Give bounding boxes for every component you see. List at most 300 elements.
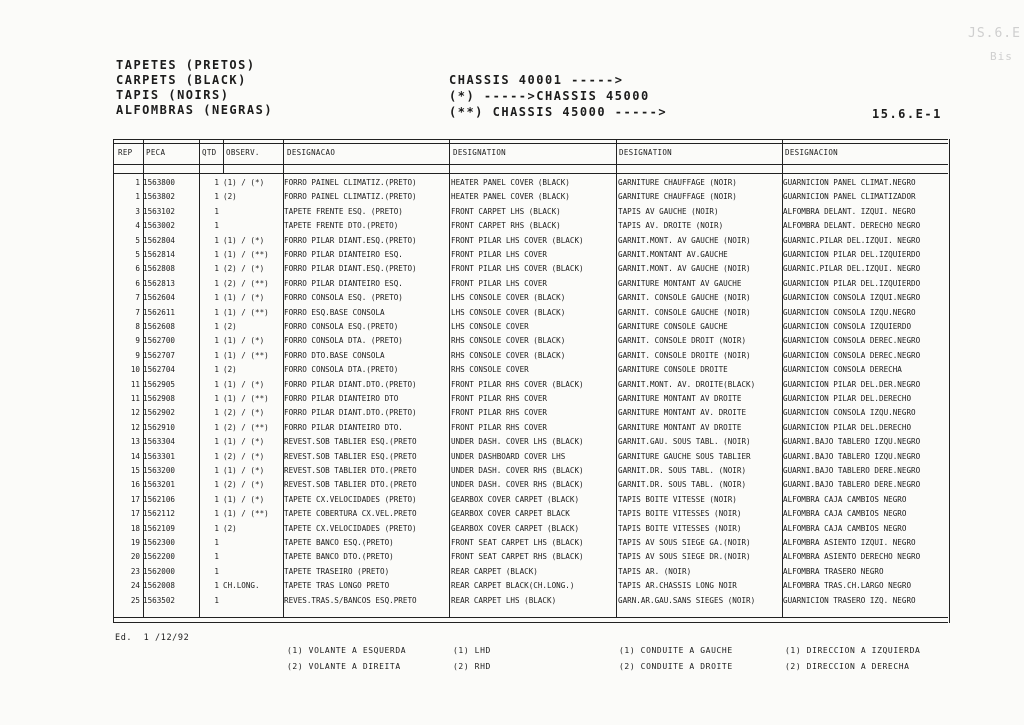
table-row	[113, 262, 948, 276]
row-designation-en: UNDER DASH. COVER LHS (BLACK)	[451, 437, 584, 447]
row-quantity: 1	[214, 250, 219, 259]
footnote-pt-2: (2) VOLANTE A DIREITA	[287, 662, 401, 671]
row-rep: 14	[130, 451, 140, 461]
row-designacion: ALFOMBRA ASIENTO DERECHO NEGRO	[783, 552, 921, 562]
row-designation-en: HEATER PANEL COVER (BLACK)	[451, 178, 570, 187]
footnote-fr-2: (2) CONDUITE A DROITE	[619, 662, 733, 671]
row-quantity: 1	[214, 595, 219, 605]
body-column-separator	[283, 173, 284, 617]
title-spanish: ALFOMBRAS (NEGRAS)	[116, 103, 274, 117]
row-part-number: 1562808	[143, 264, 176, 274]
row-designacao: FORRO PILAR DIANT.DTO.(PRETO)	[284, 408, 417, 418]
title-portuguese: TAPETES (PRETOS)	[116, 58, 256, 72]
row-rep: 18	[130, 523, 140, 533]
row-designacion: GUARNICION CONSOLA IZQU.NEGRO	[783, 408, 916, 418]
row-designacion: ALFOMBRA CAJA CAMBIOS NEGRO	[783, 523, 907, 533]
row-observation: (1) / (**)	[223, 509, 269, 519]
body-column-separator	[782, 173, 783, 617]
row-designacion: GUARNICION CONSOLA IZQUI.NEGRO	[783, 293, 921, 303]
row-quantity: 1	[214, 322, 219, 331]
row-part-number: 1562704	[143, 365, 176, 375]
row-quantity: 1	[214, 523, 219, 533]
row-designacao: FORRO PILAR DIANTEIRO DTO.	[284, 422, 403, 432]
row-part-number: 1563102	[143, 206, 176, 216]
row-quantity: 1	[214, 509, 219, 519]
row-quantity: 1	[214, 206, 219, 216]
footnote-pt-1: (1) VOLANTE A ESQUERDA	[287, 646, 407, 655]
row-quantity: 1	[214, 480, 219, 490]
row-quantity: 1	[214, 278, 219, 288]
row-designation-fr: TAPIS BOITE VITESSES (NOIR)	[618, 523, 742, 533]
row-designacao: FORRO PILAR DIANTEIRO ESQ.	[284, 278, 403, 288]
row-designation-fr: TAPIS BOITE VITESSE (NOIR)	[618, 494, 737, 504]
row-quantity: 1	[214, 365, 219, 375]
table-top-rule-2	[113, 143, 948, 144]
table-row	[113, 306, 948, 320]
row-observation: (1) / (*)	[223, 235, 265, 245]
row-quantity: 1	[214, 422, 219, 432]
body-column-separator	[616, 173, 617, 617]
row-designacion: ALFOMBRA CAJA CAMBIOS NEGRO	[783, 509, 907, 519]
row-designation-en: RHS CONSOLE COVER	[451, 365, 529, 375]
row-designation-fr: GARNIT. CONSOLE GAUCHE (NOIR)	[618, 293, 751, 303]
row-quantity: 1	[214, 192, 219, 202]
row-observation: (2)	[223, 365, 237, 375]
title-french: TAPIS (NOIRS)	[116, 88, 230, 102]
row-designacion: GUARNICION PILAR DEL.DERECHO	[783, 394, 912, 403]
table-row	[113, 450, 948, 464]
row-designation-fr: GARNITURE MONTANT AV GAUCHE	[618, 278, 742, 288]
row-rep: 23	[130, 566, 140, 576]
row-designation-fr: TAPIS AV. DROITE (NOIR)	[618, 221, 724, 231]
row-observation: (2) / (*)	[223, 408, 265, 418]
row-designation-fr: GARNITURE CONSOLE GAUCHE	[618, 322, 728, 331]
header-designacao: DESIGNACAO	[287, 148, 336, 157]
table-row	[113, 190, 948, 204]
row-observation: (2) / (*)	[223, 480, 265, 490]
row-quantity: 1	[214, 451, 219, 461]
table-row	[113, 363, 948, 377]
row-designation-fr: GARNITURE GAUCHE SOUS TABLIER	[618, 451, 751, 461]
row-rep: 13	[130, 437, 140, 447]
row-part-number: 1562804	[143, 235, 176, 245]
row-rep: 24	[130, 581, 140, 591]
row-designation-en: REAR CARPET (BLACK)	[451, 566, 538, 576]
footnote-en-2: (2) RHD	[453, 662, 491, 671]
row-designacao: TAPETE CX.VELOCIDADES (PRETO)	[284, 494, 417, 504]
row-designacion: GUARNI.BAJO TABLERO IZQU.NEGRO	[783, 437, 921, 447]
table-row	[113, 478, 948, 492]
row-rep: 10	[130, 365, 140, 375]
row-quantity: 1	[214, 350, 219, 360]
row-designation-en: FRONT SEAT CARPET RHS (BLACK)	[451, 552, 584, 562]
table-row	[113, 277, 948, 291]
table-top-rule	[113, 139, 948, 140]
row-designacao: TAPETE FRENTE ESQ. (PRETO)	[284, 206, 403, 216]
row-rep: 25	[130, 595, 140, 605]
row-rep: 12	[130, 422, 140, 432]
header-designacion: DESIGNACION	[785, 148, 838, 157]
row-designacion: GUARNICION PANEL CLIMAT.NEGRO	[783, 178, 916, 187]
row-designacion: GUARNICION PANEL CLIMATIZADOR	[783, 192, 916, 202]
row-designation-en: UNDER DASH. COVER RHS (BLACK)	[451, 480, 584, 490]
row-rep: 17	[130, 494, 140, 504]
row-rep: 11	[130, 379, 140, 389]
row-designation-fr: GARNIT. CONSOLE DROITE (NOIR)	[618, 350, 751, 360]
header-designation-en: DESIGNATION	[453, 148, 506, 157]
col-sep-fr	[616, 139, 617, 173]
row-designation-en: LHS CONSOLE COVER (BLACK)	[451, 307, 566, 317]
col-sep-peca	[143, 139, 144, 173]
row-designacao: REVES.TRAS.S/BANCOS ESQ.PRETO	[284, 595, 417, 605]
row-part-number: 1563502	[143, 595, 176, 605]
row-designation-fr: GARNIT.MONT. AV GAUCHE (NOIR)	[618, 235, 751, 245]
row-designation-en: GEARBOX COVER CARPET BLACK	[451, 509, 570, 519]
row-designacao: REVEST.SOB TABLIER DTO.(PRETO	[284, 466, 417, 475]
row-designacao: FORRO PILAR DIANT.DTO.(PRETO)	[284, 379, 417, 389]
row-designacao: FORRO PILAR DIANT.ESQ.(PRETO)	[284, 235, 417, 245]
row-designation-fr: GARNIT. CONSOLE DROIT (NOIR)	[618, 336, 747, 346]
row-designation-fr: GARNITURE CONSOLE DROITE	[618, 365, 728, 375]
row-observation: CH.LONG.	[223, 581, 260, 591]
row-part-number: 1562000	[143, 566, 176, 576]
row-designacao: FORRO CONSOLA ESQ. (PRETO)	[284, 293, 403, 303]
row-observation: (2) / (*)	[223, 451, 265, 461]
table-row	[113, 536, 948, 550]
row-quantity: 1	[214, 221, 219, 231]
row-rep: 16	[130, 480, 140, 490]
row-designacao: FORRO DTO.BASE CONSOLA	[284, 350, 385, 360]
row-designation-en: FRONT PILAR LHS COVER	[451, 278, 548, 288]
row-designation-fr: GARNIT.MONT. AV GAUCHE (NOIR)	[618, 264, 751, 274]
row-designation-en: FRONT PILAR RHS COVER	[451, 394, 548, 403]
row-designacao: FORRO ESQ.BASE CONSOLA	[284, 307, 385, 317]
row-part-number: 1562910	[143, 422, 176, 432]
row-observation: (1) / (*)	[223, 494, 265, 504]
row-rep: 15	[130, 466, 140, 475]
row-designacao: FORRO PAINEL CLIMATIZ.(PRETO)	[284, 178, 417, 187]
row-part-number: 1562112	[143, 509, 176, 519]
row-quantity: 1	[214, 494, 219, 504]
table-row	[113, 176, 948, 190]
header-qtd: QTD	[202, 148, 217, 157]
footnote-es-2: (2) DIRECCION A DERECHA	[785, 662, 910, 671]
row-designacion: ALFOMBRA DELANT. IZQUI. NEGRO	[783, 206, 916, 216]
page-reference: 15.6.E-1	[872, 107, 942, 121]
col-sep-pt	[283, 139, 284, 173]
row-designacion: GUARNICION CONSOLA DEREC.NEGRO	[783, 336, 921, 346]
row-designacion: GUARNICION CONSOLA IZQU.NEGRO	[783, 307, 916, 317]
table-row	[113, 579, 948, 593]
row-designation-en: RHS CONSOLE COVER (BLACK)	[451, 350, 566, 360]
row-designation-en: RHS CONSOLE COVER (BLACK)	[451, 336, 566, 346]
row-part-number: 1562200	[143, 552, 176, 562]
row-observation: (1) / (*)	[223, 293, 265, 303]
row-designacao: FORRO PAINEL CLIMATIZ.(PRETO)	[284, 192, 417, 202]
footnote-en-1: (1) LHD	[453, 646, 491, 655]
row-designacion: GUARNIC.PILAR DEL.IZQUI. NEGRO	[783, 235, 921, 245]
row-designacion: GUARNI.BAJO TABLERO DERE.NEGRO	[783, 480, 921, 490]
row-designation-fr: TAPIS AR.CHASSIS LONG NOIR	[618, 581, 737, 591]
row-designacion: ALFOMBRA ASIENTO IZQUI. NEGRO	[783, 538, 916, 547]
row-observation: (1) / (**)	[223, 394, 269, 403]
table-row	[113, 550, 948, 564]
row-designacao: TAPETE CX.VELOCIDADES (PRETO)	[284, 523, 417, 533]
row-rep: 9	[135, 336, 140, 346]
row-quantity: 1	[214, 408, 219, 418]
row-designation-fr: TAPIS AV SOUS SIEGE DR.(NOIR)	[618, 552, 751, 562]
row-designation-fr: GARNIT.MONT. AV. DROITE(BLACK)	[618, 379, 756, 389]
row-designacao: REVEST.SOB TABLIER ESQ.(PRETO	[284, 451, 417, 461]
row-designacao: REVEST.SOB TABLIER ESQ.(PRETO	[284, 437, 417, 447]
header-bottom-rule	[113, 164, 948, 165]
row-designation-en: GEARBOX COVER CARPET (BLACK)	[451, 494, 580, 504]
row-rep: 7	[135, 307, 140, 317]
row-designation-fr: GARNIT.GAU. SOUS TABL. (NOIR)	[618, 437, 751, 447]
row-designation-fr: TAPIS AV GAUCHE (NOIR)	[618, 206, 719, 216]
table-row	[113, 248, 948, 262]
row-rep: 6	[135, 264, 140, 274]
row-part-number: 1562902	[143, 408, 176, 418]
row-rep: 1	[135, 192, 140, 202]
table-row	[113, 406, 948, 420]
chassis-note-2: (*) ----->CHASSIS 45000	[449, 89, 650, 103]
row-observation: (1) / (*)	[223, 437, 265, 447]
table-row	[113, 507, 948, 521]
row-quantity: 1	[214, 235, 219, 245]
row-rep: 3	[135, 206, 140, 216]
table-row	[113, 392, 948, 406]
row-designacion: GUARNICION CONSOLA DERECHA	[783, 365, 902, 375]
row-designacao: TAPETE BANCO DTO.(PRETO)	[284, 552, 394, 562]
row-designation-fr: GARNITURE CHAUFFAGE (NOIR)	[618, 178, 737, 187]
row-designacao: TAPETE COBERTURA CX.VEL.PRETO	[284, 509, 417, 519]
row-quantity: 1	[214, 293, 219, 303]
row-part-number: 1562608	[143, 322, 176, 331]
footnote-es-1: (1) DIRECCION A IZQUIERDA	[785, 646, 921, 655]
row-designacao: FORRO CONSOLA DTA. (PRETO)	[284, 336, 403, 346]
row-designacao: TAPETE FRENTE DTO.(PRETO)	[284, 221, 399, 231]
row-rep: 11	[130, 394, 140, 403]
row-quantity: 1	[214, 336, 219, 346]
row-rep: 19	[130, 538, 140, 547]
row-designacion: GUARNICION CONSOLA DEREC.NEGRO	[783, 350, 921, 360]
row-designation-fr: GARNITURE MONTANT AV DROITE	[618, 422, 742, 432]
header-rep: REP	[118, 148, 133, 157]
row-designacion: GUARNICION PILAR DEL.IZQUIERDO	[783, 250, 921, 259]
row-designation-en: LHS CONSOLE COVER (BLACK)	[451, 293, 566, 303]
row-part-number: 1562008	[143, 581, 176, 591]
col-sep-qtd	[199, 139, 200, 173]
row-designacion: GUARNICION PILAR DEL.DER.NEGRO	[783, 379, 921, 389]
row-part-number: 1562813	[143, 278, 176, 288]
row-observation: (2) / (**)	[223, 278, 269, 288]
row-designation-fr: TAPIS BOITE VITESSES (NOIR)	[618, 509, 742, 519]
row-part-number: 1563802	[143, 192, 176, 202]
table-row	[113, 320, 948, 334]
body-column-separator	[143, 173, 144, 617]
row-part-number: 1562611	[143, 307, 176, 317]
footnote-fr-1: (1) CONDUITE A GAUCHE	[619, 646, 733, 655]
row-rep: 5	[135, 235, 140, 245]
row-designation-en: UNDER DASH. COVER RHS (BLACK)	[451, 466, 584, 475]
row-designation-fr: GARNITURE CHAUFFAGE (NOIR)	[618, 192, 737, 202]
row-part-number: 1562905	[143, 379, 176, 389]
row-rep: 1	[135, 178, 140, 187]
row-designation-en: FRONT PILAR LHS COVER (BLACK)	[451, 235, 584, 245]
row-part-number: 1563002	[143, 221, 176, 231]
row-rep: 12	[130, 408, 140, 418]
row-designation-en: FRONT PILAR LHS COVER	[451, 250, 548, 259]
row-designacion: GUARNICION PILAR DEL.IZQUIERDO	[783, 278, 921, 288]
title-english: CARPETS (BLACK)	[116, 73, 247, 87]
row-designacion: ALFOMBRA TRAS.CH.LARGO NEGRO	[783, 581, 912, 591]
table-row	[113, 291, 948, 305]
row-rep: 9	[135, 350, 140, 360]
row-designation-fr: TAPIS AV SOUS SIEGE GA.(NOIR)	[618, 538, 751, 547]
row-observation: (2)	[223, 523, 237, 533]
row-part-number: 1562814	[143, 250, 176, 259]
row-observation: (2)	[223, 322, 237, 331]
row-designacion: GUARNICION CONSOLA IZQUIERDO	[783, 322, 912, 331]
row-designacion: ALFOMBRA DELANT. DERECHO NEGRO	[783, 221, 921, 231]
row-part-number: 1562300	[143, 538, 176, 547]
row-observation: (2) / (*)	[223, 264, 265, 274]
row-designation-en: FRONT PILAR RHS COVER (BLACK)	[451, 379, 584, 389]
row-designation-en: FRONT PILAR LHS COVER (BLACK)	[451, 264, 584, 274]
table-row	[113, 378, 948, 392]
row-designation-en: REAR CARPET BLACK(CH.LONG.)	[451, 581, 575, 591]
row-part-number: 1563800	[143, 178, 176, 187]
table-row	[113, 435, 948, 449]
table-row	[113, 334, 948, 348]
row-quantity: 1	[214, 466, 219, 475]
row-part-number: 1562700	[143, 336, 176, 346]
row-quantity: 1	[214, 178, 219, 187]
row-part-number: 1563200	[143, 466, 176, 475]
row-designacao: REVEST.SOB TABLIER DTO.(PRETO	[284, 480, 417, 490]
row-designation-fr: GARNIT. CONSOLE GAUCHE (NOIR)	[618, 307, 751, 317]
row-designation-fr: GARNITURE MONTANT AV DROITE	[618, 394, 742, 403]
row-quantity: 1	[214, 581, 219, 591]
row-designation-en: GEARBOX COVER CARPET (BLACK)	[451, 523, 580, 533]
body-top-rule	[113, 173, 948, 174]
row-designacion: GUARNICION PILAR DEL.DERECHO	[783, 422, 912, 432]
row-designacion: GUARNICION TRASERO IZQ. NEGRO	[783, 595, 916, 605]
faint-reference-mark-2: Bis	[990, 50, 1013, 63]
row-designacao: TAPETE TRAS LONGO PRETO	[284, 581, 390, 591]
row-part-number: 1562106	[143, 494, 176, 504]
header-observ: OBSERV.	[226, 148, 260, 157]
row-rep: 8	[135, 322, 140, 331]
table-row	[113, 205, 948, 219]
row-quantity: 1	[214, 437, 219, 447]
row-observation: (1) / (*)	[223, 178, 265, 187]
row-quantity: 1	[214, 264, 219, 274]
table-row	[113, 349, 948, 363]
row-designacion: GUARNIC.PILAR DEL.IZQUI. NEGRO	[783, 264, 921, 274]
table-row	[113, 522, 948, 536]
row-designation-en: HEATER PANEL COVER (BLACK)	[451, 192, 570, 202]
row-designacion: GUARNI.BAJO TABLERO IZQU.NEGRO	[783, 451, 921, 461]
table-row	[113, 421, 948, 435]
row-designation-en: LHS CONSOLE COVER	[451, 322, 529, 331]
row-designation-en: FRONT SEAT CARPET LHS (BLACK)	[451, 538, 584, 547]
row-observation: (1) / (**)	[223, 307, 269, 317]
row-designacao: FORRO PILAR DIANT.ESQ.(PRETO)	[284, 264, 417, 274]
row-designacao: FORRO CONSOLA ESQ.(PRETO)	[284, 322, 399, 331]
row-observation: (2) / (**)	[223, 422, 269, 432]
row-observation: (1) / (*)	[223, 379, 265, 389]
row-observation: (1) / (**)	[223, 250, 269, 259]
row-part-number: 1563304	[143, 437, 176, 447]
table-bottom-rule-2	[113, 622, 948, 623]
col-sep-obs	[223, 139, 224, 173]
row-quantity: 1	[214, 552, 219, 562]
row-designation-en: UNDER DASHBOARD COVER LHS	[451, 451, 566, 461]
row-rep: 6	[135, 278, 140, 288]
table-row	[113, 565, 948, 579]
row-designation-fr: GARNIT.DR. SOUS TABL. (NOIR)	[618, 466, 747, 475]
row-designation-fr: GARNITURE MONTANT AV. DROITE	[618, 408, 747, 418]
row-designacao: FORRO CONSOLA DTA.(PRETO)	[284, 365, 399, 375]
row-part-number: 1562707	[143, 350, 176, 360]
col-sep-en	[449, 139, 450, 173]
row-observation: (1) / (**)	[223, 350, 269, 360]
body-column-separator	[199, 173, 200, 617]
faint-reference-mark: JS.6.E	[968, 26, 1021, 41]
row-part-number: 1563301	[143, 451, 176, 461]
row-designation-fr: GARN.AR.GAU.SANS SIEGES (NOIR)	[618, 595, 756, 605]
body-column-separator	[449, 173, 450, 617]
col-sep-es	[782, 139, 783, 173]
row-designacao: FORRO PILAR DIANTEIRO DTO	[284, 394, 399, 403]
row-designation-en: FRONT CARPET LHS (BLACK)	[451, 206, 561, 216]
row-quantity: 1	[214, 538, 219, 547]
row-rep: 20	[130, 552, 140, 562]
row-designacion: GUARNI.BAJO TABLERO DERE.NEGRO	[783, 466, 921, 475]
row-quantity: 1	[214, 307, 219, 317]
row-designacao: FORRO PILAR DIANTEIRO ESQ.	[284, 250, 403, 259]
row-designation-en: FRONT PILAR RHS COVER	[451, 422, 548, 432]
chassis-note-3: (**) CHASSIS 45000 ----->	[449, 105, 668, 119]
row-designation-fr: TAPIS AR. (NOIR)	[618, 566, 692, 576]
table-row	[113, 219, 948, 233]
row-observation: (2)	[223, 192, 237, 202]
row-rep: 4	[135, 221, 140, 231]
row-designation-en: FRONT CARPET RHS (BLACK)	[451, 221, 561, 231]
table-row	[113, 594, 948, 608]
row-rep: 5	[135, 250, 140, 259]
edition-date: Ed. 1 /12/92	[115, 633, 190, 643]
row-observation: (1) / (*)	[223, 466, 265, 475]
row-designation-en: REAR CARPET LHS (BLACK)	[451, 595, 557, 605]
row-designacao: TAPETE BANCO ESQ.(PRETO)	[284, 538, 394, 547]
row-designation-fr: GARNIT.DR. SOUS TABL. (NOIR)	[618, 480, 747, 490]
row-part-number: 1562908	[143, 394, 176, 403]
row-rep: 7	[135, 293, 140, 303]
row-observation: (1) / (*)	[223, 336, 265, 346]
table-row	[113, 234, 948, 248]
row-quantity: 1	[214, 566, 219, 576]
row-part-number: 1562604	[143, 293, 176, 303]
header-designation-fr: DESIGNATION	[619, 148, 672, 157]
table-row	[113, 464, 948, 478]
row-rep: 17	[130, 509, 140, 519]
header-peca: PECA	[146, 148, 166, 157]
row-quantity: 1	[214, 394, 219, 403]
row-designacion: ALFOMBRA CAJA CAMBIOS NEGRO	[783, 494, 907, 504]
